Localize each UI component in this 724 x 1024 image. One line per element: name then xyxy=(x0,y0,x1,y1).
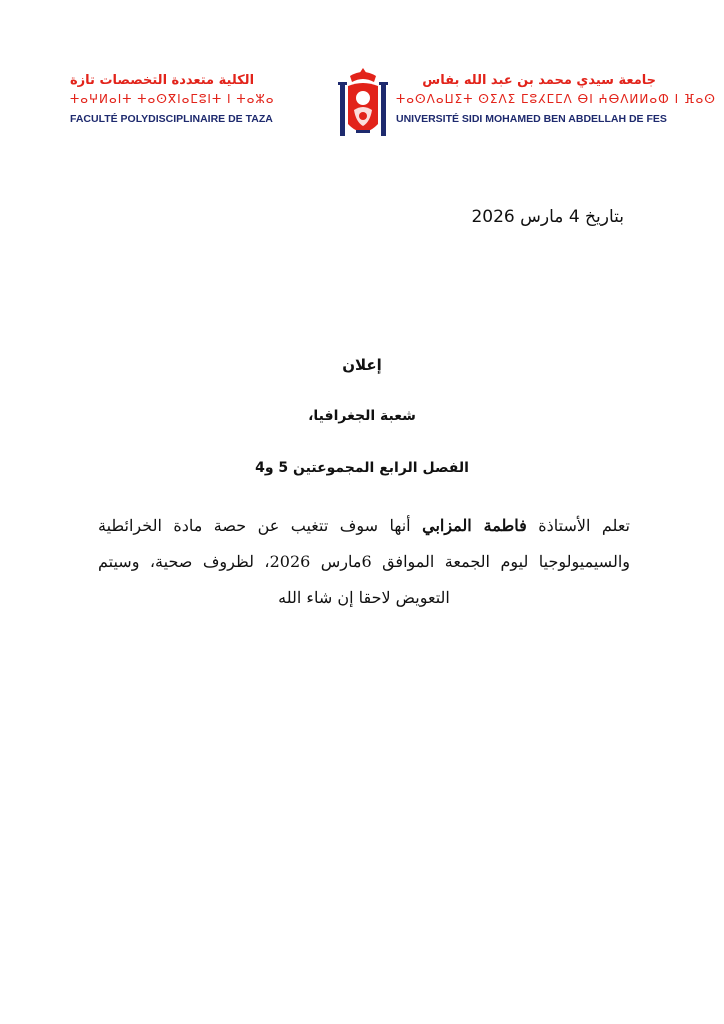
body-prefix: تعلم الأستاذة xyxy=(538,516,631,535)
department-line: شعبة الجغرافيا، xyxy=(308,408,416,424)
faculty-block xyxy=(70,72,320,127)
university-name-latin: UNIVERSITÉ SIDI MOHAMED BEN ABDELLAH DE FES xyxy=(396,113,667,125)
letterhead xyxy=(70,66,716,142)
announcement-title: إعلان xyxy=(342,356,382,374)
university-block xyxy=(396,72,716,127)
body-text: أنها سوف تتغيب عن حصة مادة الخرائطية والسيميولوجيا ليوم الجمعة الموافق 6مارس 2026، لظروف صحية، وسيتم التعويض لاحقا إن شاء الله xyxy=(98,516,630,607)
document-date: بتاريخ 4 مارس 2026 xyxy=(471,207,624,227)
university-name-arabic: جامعة سيدي محمد بن عبد الله بفاس xyxy=(422,73,656,88)
faculty-name-tifinagh: ⵜⴰⵖⵍⴰⵏⵜ ⵜⴰⵙⴳⵏⴰⵎⵓⵏⵜ ⵏ ⵜⴰⵣⴰ xyxy=(70,92,275,106)
semester-groups-line: الفصل الرابع المجموعتين 5 و4 xyxy=(255,460,469,476)
announcement-body xyxy=(98,508,630,616)
university-name-tifinagh: ⵜⴰⵙⴷⴰⵡⵉⵜ ⵙⵉⴷⵉ ⵎⵓⵃⵎⵎⴷ ⴱⵏ ⵄⴱⴷⵍⵍⴰⵀ ⵏ ⴼⴰⵙ xyxy=(396,92,716,106)
faculty-name-latin: FACULTÉ POLYDISCIPLINAIRE DE TAZA xyxy=(70,113,273,125)
teacher-name: فاطمة المزابي xyxy=(422,516,527,535)
university-crest-icon xyxy=(336,66,390,142)
faculty-name-arabic: الكلية متعددة التخصصات تازة xyxy=(70,73,255,88)
